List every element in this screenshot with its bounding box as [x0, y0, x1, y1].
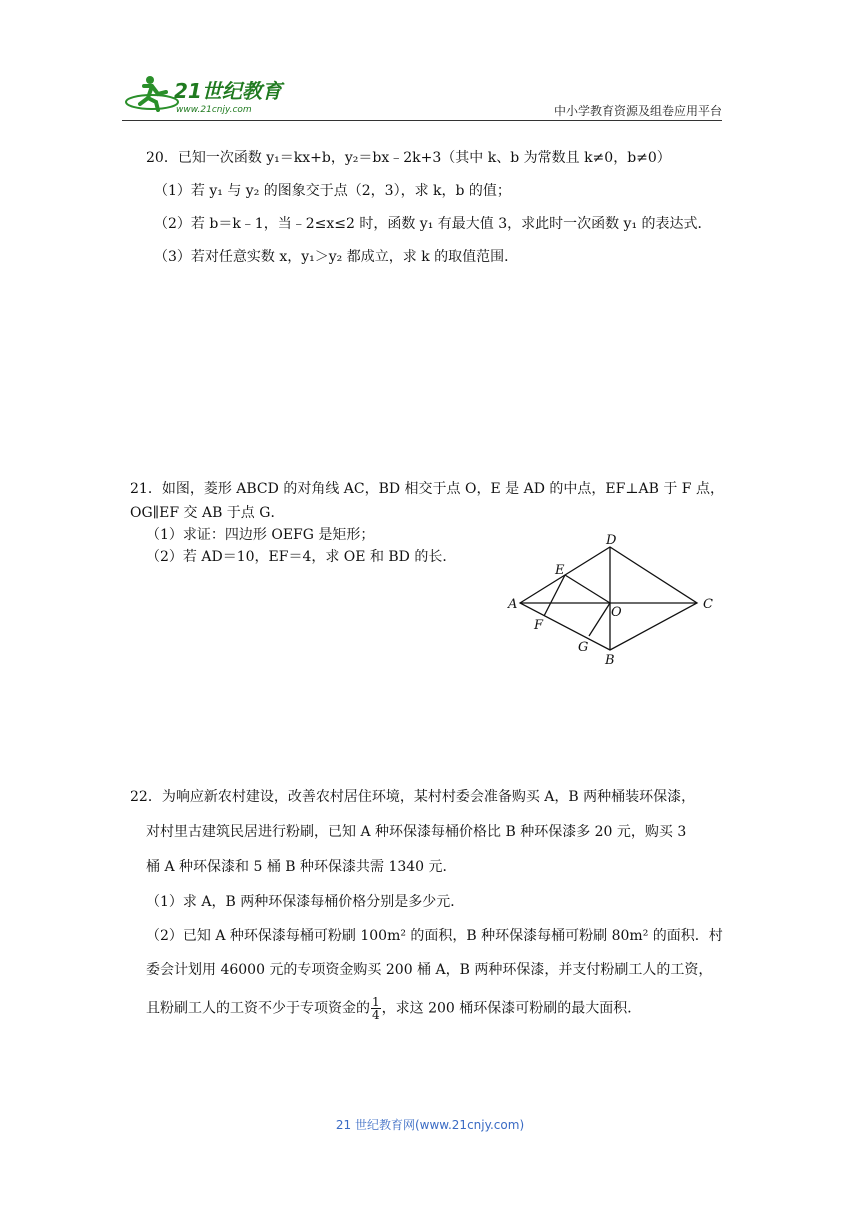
q20-stem	[146, 148, 671, 168]
logo-text: 21世纪教育	[174, 79, 282, 103]
fraction-numerator: 1	[372, 995, 380, 1009]
site-logo	[122, 72, 292, 118]
q22-line1: 为响应新农村建设，改善农村居住环境，某村村委会准备购买 A，B 两种桶装环保漆，	[161, 789, 696, 805]
segment-og	[589, 603, 610, 636]
rhombus-figure	[500, 532, 725, 672]
label-a: A	[508, 597, 518, 612]
q20-sub1: （1）若 y₁ 与 y₂ 的图象交于点（2，3），求 k，b 的值；	[154, 183, 511, 199]
q22-sub1: （1）求 A，B 两种环保漆每桶价格分别是多少元．	[146, 894, 465, 910]
q22-sub2-line1: （2）已知 A 种环保漆每桶可粉刷 100m² 的面积，B 种环保漆每桶可粉刷 80m² 的面积．村	[146, 928, 723, 944]
q22-line2: 对村里古建筑民居进行粉刷，已知 A 种环保漆每桶价格比 B 种环保漆多 20 元，购买 3	[146, 824, 687, 840]
q21-stem	[130, 479, 724, 499]
q20-line1: 已知一次函数 y₁＝kx+b，y₂＝bx﹣2k+3（其中 k、b 为常数且 k≠0，b≠0）	[177, 150, 671, 166]
q22-sub2-line3-after: ，求这 200 桶环保漆可粉刷的最大面积．	[381, 1000, 642, 1017]
q20-sub3: （3）若对任意实数 x，y₁＞y₂ 都成立，求 k 的取值范围．	[154, 249, 519, 265]
rhombus-outline	[520, 547, 697, 650]
q21-sub1: （1）求证：四边形 OEFG 是矩形；	[146, 527, 375, 543]
q21-number: 21．	[130, 481, 162, 497]
label-b: B	[605, 653, 615, 668]
header-divider	[122, 120, 722, 121]
fraction-one-quarter	[371, 996, 381, 1021]
q20-sub2: （2）若 b＝k﹣1，当﹣2≤x≤2 时，函数 y₁ 有最大值 3，求此时一次函数 y₁ 的表达式．	[154, 216, 712, 232]
label-g: G	[578, 640, 589, 655]
q20-number: 20．	[146, 150, 178, 166]
label-c: C	[703, 597, 713, 612]
q22-sub2-line3	[146, 996, 641, 1021]
fraction-denominator: 4	[372, 1008, 380, 1022]
label-f: F	[534, 618, 544, 633]
label-d: D	[606, 533, 617, 548]
label-e: E	[555, 563, 565, 578]
q21-line1: 如图，菱形 ABCD 的对角线 AC，BD 相交于点 O，E 是 AD 的中点，EF⊥AB 于 F 点，	[161, 481, 724, 497]
logo-url: www.21cnjy.com	[176, 105, 252, 115]
q22-number: 22．	[130, 789, 162, 805]
q22-sub2-line3-before: 且粉刷工人的工资不少于专项资金的	[146, 1000, 370, 1017]
segment-eo	[565, 575, 610, 603]
label-o: O	[611, 605, 622, 620]
runner-logo-icon	[122, 72, 292, 118]
q22-stem	[130, 787, 695, 807]
platform-text: 中小学教育资源及组卷应用平台	[553, 104, 722, 118]
q21-line2: OG∥EF 交 AB 于点 G．	[130, 505, 285, 521]
q21-sub2: （2）若 AD＝10，EF＝4，求 OE 和 BD 的长．	[146, 549, 457, 565]
rhombus-diagram	[500, 532, 725, 672]
q22-sub2-line2: 委会计划用 46000 元的专项资金购买 200 桶 A，B 两种环保漆，并支付粉刷工人的工资，	[146, 962, 713, 978]
footer-text: 21 世纪教育网(www.21cnjy.com)	[335, 1118, 525, 1132]
q22-line3: 桶 A 种环保漆和 5 桶 B 种环保漆共需 1340 元．	[146, 859, 457, 875]
